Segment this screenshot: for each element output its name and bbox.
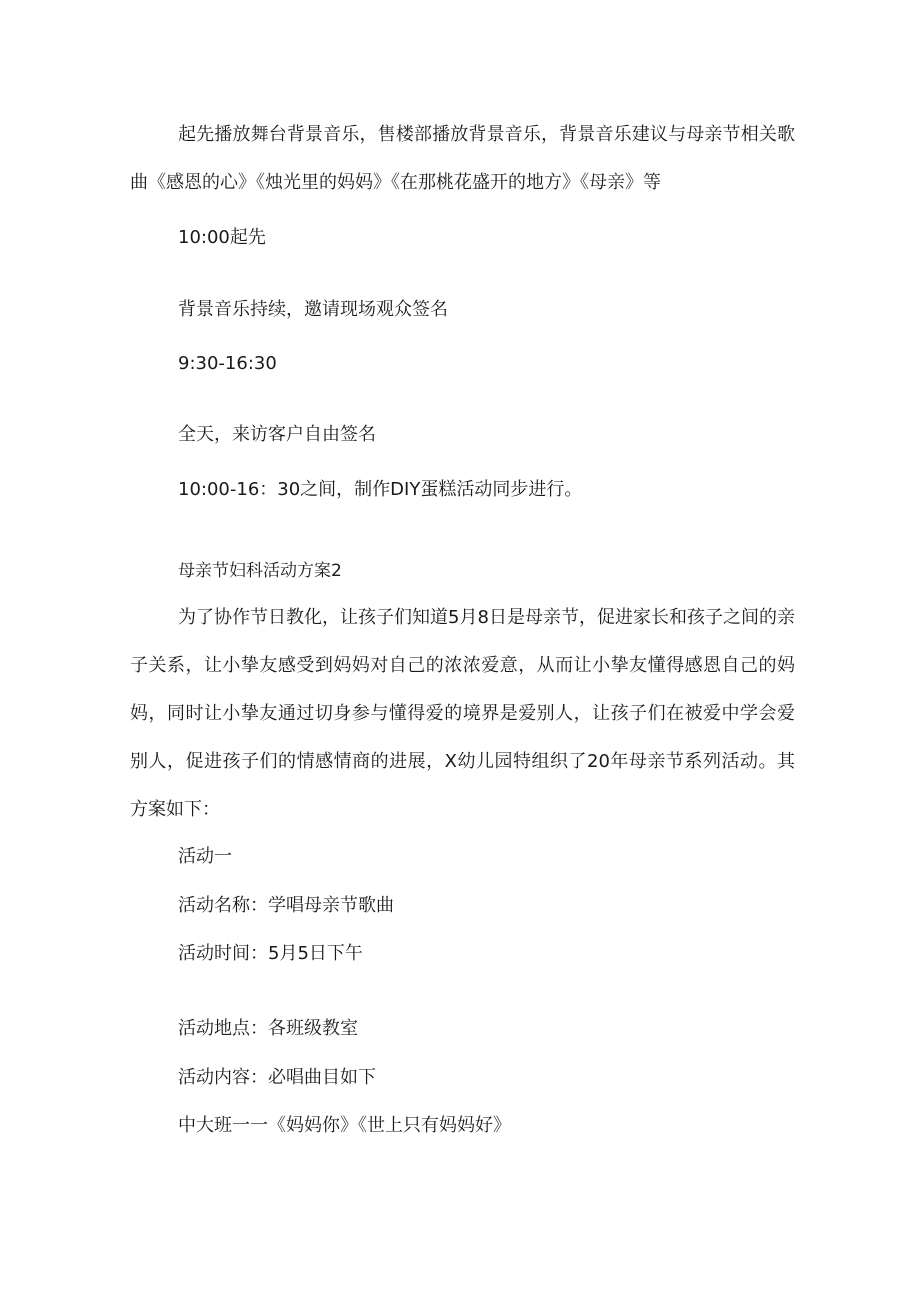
class-songs: 中大班一一《妈妈你》《世上只有妈妈好》	[178, 1115, 511, 1136]
diy-line: 10:00-16：30之间，制作DIY蛋糕活动同步进行。	[178, 479, 583, 500]
schedule-time-2: 9:30-16:30	[178, 353, 277, 374]
activity-content: 活动内容：必唱曲目如下	[178, 1067, 376, 1088]
schedule-desc-2: 全天，来访客户自由签名	[178, 424, 376, 445]
activity-time: 活动时间：5月5日下午	[178, 943, 363, 964]
intro-paragraph: 起先播放舞台背景音乐，售楼部播放背景音乐，背景音乐建议与母亲节相关歌曲《感恩的心》《烛光里的妈妈》《在那桃花盛开的地方》《母亲》等	[130, 124, 795, 193]
schedule-time-1: 10:00起先	[178, 227, 266, 248]
schedule-desc-1: 背景音乐持续，邀请现场观众签名	[178, 299, 448, 320]
section-title: 母亲节妇科活动方案2	[178, 561, 342, 581]
activity-place: 活动地点：各班级教室	[178, 1018, 358, 1039]
section-paragraph: 为了协作节日教化，让孩子们知道5月8日是母亲节，促进家长和孩子之间的亲子关系，让小挚友感受到妈妈对自己的浓浓爱意，从而让小挚友懂得感恩自己的妈妈，同时让小挚友通过切身参与懂得爱的境界是爱别人，让孩子们在被爱中学会爱别人，促进孩子们的情感情商的进展，X幼儿园特组织了20年母亲节系列活动。其方案如下：	[130, 607, 795, 820]
activity-name: 活动名称：学唱母亲节歌曲	[178, 895, 394, 916]
activity-heading: 活动一	[178, 846, 232, 867]
